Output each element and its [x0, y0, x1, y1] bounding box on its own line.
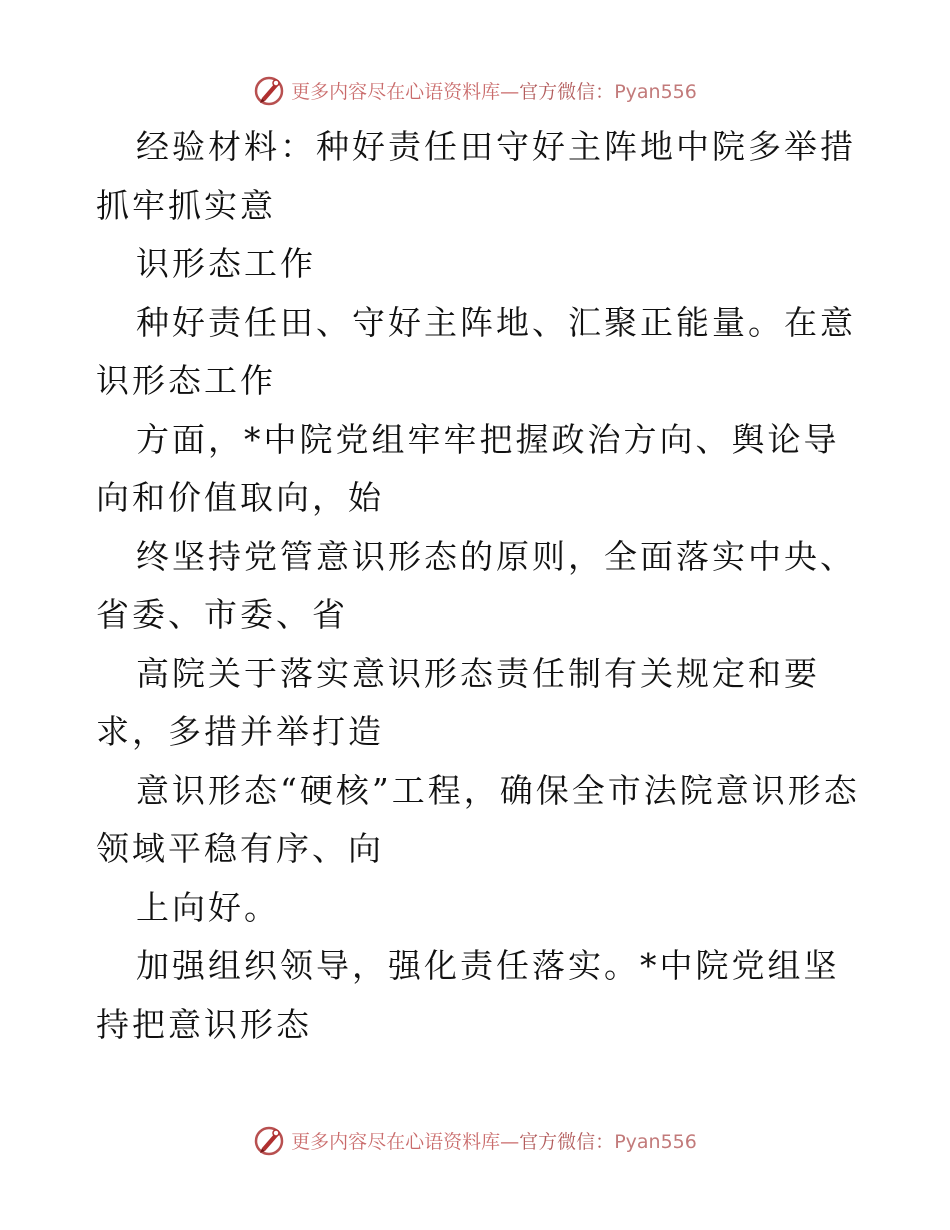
header-watermark — [0, 70, 950, 110]
watermark-text: 更多内容尽在心语资料库—官方微信：Pyan556 — [291, 80, 697, 103]
paragraph: 高院关于落实意识形态责任制有关规定和要求，多措并举打造 — [96, 653, 820, 751]
pen-circle-logo-icon — [253, 74, 285, 106]
paragraph: 意识形态“硬核”工程，确保全市法院意识形态领域平稳有序、向 — [96, 770, 860, 868]
paragraph: 识形态工作 — [136, 244, 316, 283]
paragraph: 经验材料：种好责任田守好主阵地中院多举措抓牢抓实意 — [96, 127, 856, 225]
watermark-text: 更多内容尽在心语资料库—官方微信：Pyan556 — [291, 1130, 697, 1153]
paragraph: 上向好。 — [136, 887, 280, 927]
pen-circle-logo-icon — [253, 1124, 285, 1156]
footer-watermark — [0, 1120, 950, 1160]
document-body — [96, 118, 866, 1054]
paragraph: 种好责任田、守好主阵地、汇聚正能量。在意识形态工作 — [96, 302, 856, 400]
paragraph: 方面，*中院党组牢牢把握政治方向、舆论导向和价值取向，始 — [96, 419, 840, 517]
paragraph: 加强组织领导，强化责任落实。*中院党组坚持把意识形态 — [96, 946, 840, 1044]
paragraph: 终坚持党管意识形态的原则，全面落实中央、省委、市委、省 — [96, 536, 856, 634]
